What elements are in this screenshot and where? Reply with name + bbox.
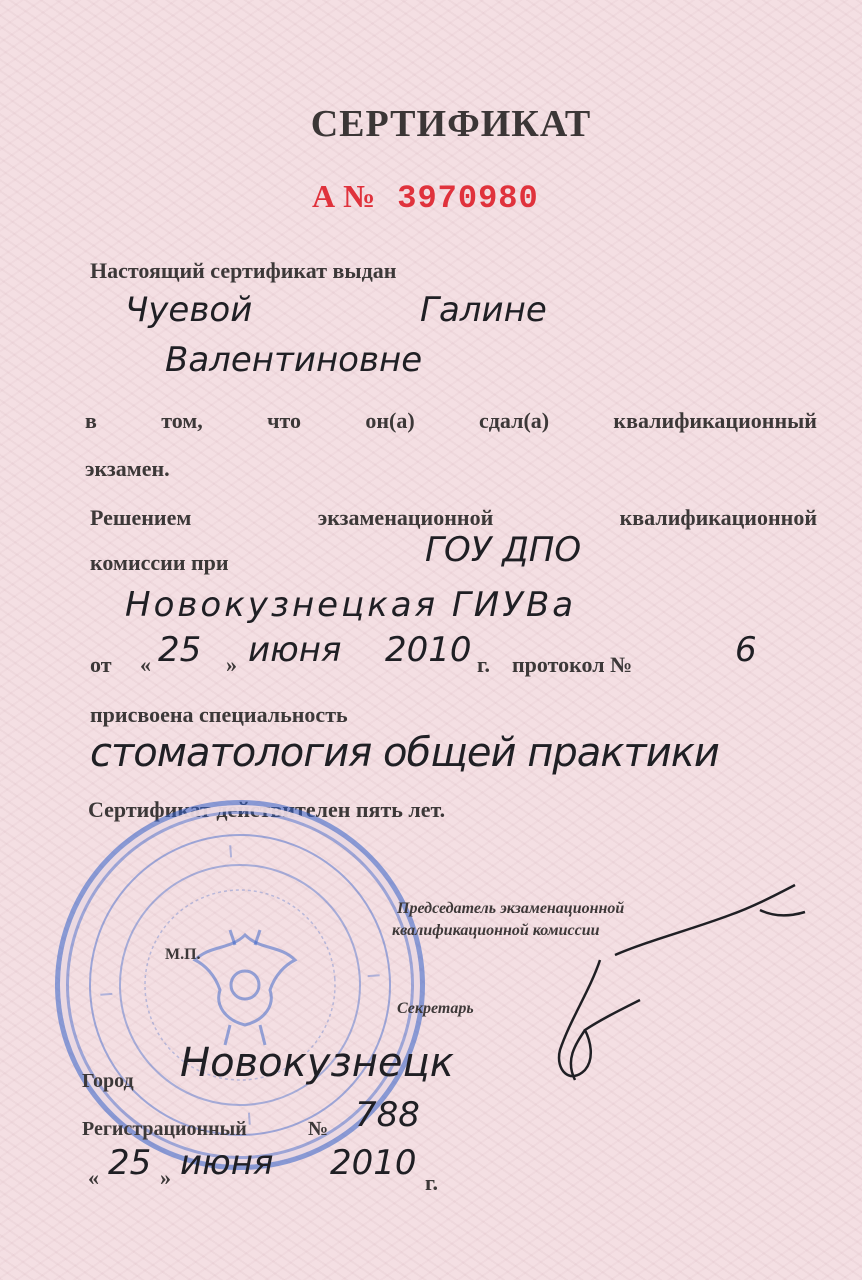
serial-number: [312, 178, 539, 217]
serial-value: 3970980: [397, 180, 539, 217]
protocol-label: протокол №: [512, 652, 633, 677]
holder-patronymic: Валентиновне: [165, 340, 423, 380]
date-year-hw: 2010: [385, 630, 472, 670]
city-label: Город: [82, 1070, 134, 1092]
issue-date-close-quote: »: [160, 1165, 171, 1190]
serial-prefix: А №: [312, 178, 376, 214]
certificate-title: СЕРТИФИКАТ: [310, 103, 592, 145]
eagle-emblem-icon: [170, 905, 320, 1055]
issue-date-suffix: г.: [425, 1170, 439, 1195]
specialty-handwritten: стоматология общей практики: [90, 730, 719, 776]
exam-text-line1: в том, что он(а) сдал(а) квалификационный: [85, 408, 817, 433]
seal-place-label: М.П.: [165, 946, 201, 963]
chair-label-line1: Председатель экзаменационной: [397, 900, 625, 917]
secretary-signature-icon: [530, 950, 680, 1100]
commission-handwritten-line1: ГОУ ДПО: [425, 530, 582, 570]
issued-label: Настоящий сертификат выдан: [90, 258, 397, 283]
validity-text: Сертификат действителен пять лет.: [88, 797, 446, 822]
chair-label-line2: квалификационной комиссии: [392, 922, 600, 939]
issue-date-open-quote: «: [88, 1165, 99, 1190]
date-year-suffix: г.: [477, 652, 491, 677]
commission-handwritten-line2: Новокузнецкая ГИУВа: [125, 585, 577, 625]
reg-number-hw: 788: [355, 1095, 420, 1135]
secretary-label: Секретарь: [397, 1000, 474, 1017]
city-handwritten: Новокузнецк: [180, 1040, 454, 1086]
holder-name: Галине: [420, 290, 547, 330]
date-close-quote: »: [226, 652, 237, 677]
date-open-quote: «: [140, 652, 151, 677]
reg-no-sign: №: [308, 1118, 329, 1140]
decision-text: Решением экзаменационной квалификационной: [90, 505, 817, 530]
protocol-number-hw: 6: [735, 630, 757, 670]
commission-label: комиссии при: [90, 550, 229, 575]
issue-date-year-hw: 2010: [330, 1143, 417, 1183]
exam-text-line2: экзамен.: [85, 456, 170, 481]
reg-label: Регистрационный: [82, 1118, 247, 1140]
issue-date-day-hw: 25: [108, 1143, 152, 1183]
holder-surname: Чуевой: [125, 290, 253, 330]
from-label: от: [90, 652, 112, 677]
date-month-hw: июня: [248, 630, 342, 670]
date-day-hw: 25: [158, 630, 202, 670]
issue-date-month-hw: июня: [180, 1143, 274, 1183]
specialty-label: присвоена специальность: [90, 702, 348, 727]
